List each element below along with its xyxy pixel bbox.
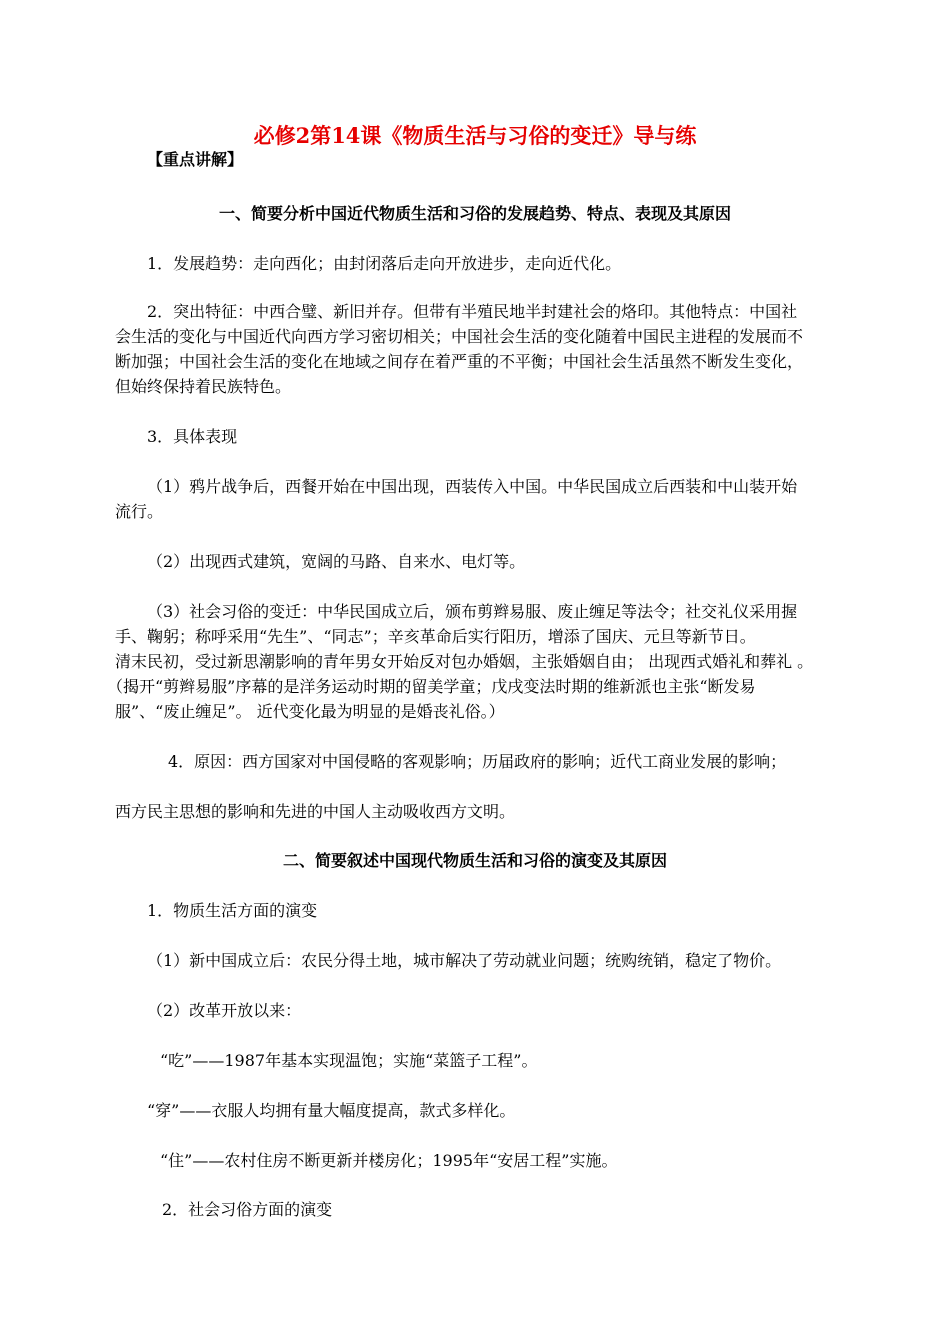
paragraph-line: 断加强；中国社会生活的变化在地域之间存在着严重的不平衡；中国社会生活虽然不断发生变化， (115, 352, 804, 371)
paragraph: “穿”——衣服人均拥有量大幅度提高，款式多样化。 (147, 1101, 516, 1120)
paragraph: 3．具体表现 (147, 427, 238, 446)
paragraph-line: 服”、“废止缠足”。 近代变化最为明显的是婚丧礼俗。） (115, 702, 505, 721)
paragraph-line: 会生活的变化与中国近代向西方学习密切相关；中国社会生活的变化随着中国民主进程的发展而不 (115, 327, 804, 346)
paragraph: 4．原因：西方国家对中国侵略的客观影响；历届政府的影响；近代工商业发展的影响； (168, 752, 787, 771)
paragraph-line: 2．突出特征：中西合璧、新旧并存。但带有半殖民地半封建社会的烙印。其他特点：中国社 (147, 302, 798, 321)
paragraph-line: （揭开“剪辫易服”序幕的是洋务运动时期的留美学童；戊戌变法时期的维新派也主张“断发易 (107, 677, 756, 696)
section2-heading: 二、简要叙述中国现代物质生活和习俗的演变及其原因 (282, 851, 667, 870)
paragraph-line: 清末民初，受过新思潮影响的青年男女开始反对包办婚姻，主张婚姻自由； 出现西式婚礼和葬礼 。 (115, 652, 814, 671)
section1-heading: 一、简要分析中国近代物质生活和习俗的发展趋势、特点、表现及其原因 (218, 204, 731, 223)
paragraph: 1．发展趋势：走向西化；由封闭落后走向开放进步，走向近代化。 (147, 254, 622, 273)
paragraph: 1．物质生活方面的演变 (147, 901, 318, 920)
section-label: 【重点讲解】 (147, 150, 244, 169)
paragraph: （2）出现西式建筑，宽阔的马路、自来水、电灯等。 (147, 552, 526, 571)
paragraph-line: 手、鞠躬；称呼采用“先生”、“同志”；辛亥革命后实行阳历，增添了国庆、元旦等新节日。 (115, 627, 756, 646)
paragraph: 西方民主思想的影响和先进的中国人主动吸收西方文明。 (115, 802, 516, 821)
paragraph: 2．社会习俗方面的演变 (162, 1200, 333, 1219)
paragraph-line: （3）社会习俗的变迁：中华民国成立后，颁布剪辫易服、废止缠足等法令；社交礼仪采用握 (147, 602, 798, 621)
paragraph-line: 流行。 (115, 502, 164, 521)
paragraph: （2）改革开放以来： (147, 1001, 302, 1020)
paragraph: “住”——农村住房不断更新并楼房化；1995年“安居工程”实施。 (160, 1151, 618, 1170)
paragraph: （1）新中国成立后：农民分得土地，城市解决了劳动就业问题；统购统销，稳定了物价。 (147, 951, 782, 970)
paragraph-line: 但始终保持着民族特色。 (115, 377, 292, 396)
paragraph: “吃”——1987年基本实现温饱；实施“菜篮子工程”。 (160, 1051, 538, 1070)
document-title: 必修2第14课《物质生活与习俗的变迁》导与练 (253, 123, 697, 148)
paragraph-line: （1）鸦片战争后，西餐开始在中国出现，西装传入中国。中华民国成立后西装和中山装开始 (147, 477, 798, 496)
